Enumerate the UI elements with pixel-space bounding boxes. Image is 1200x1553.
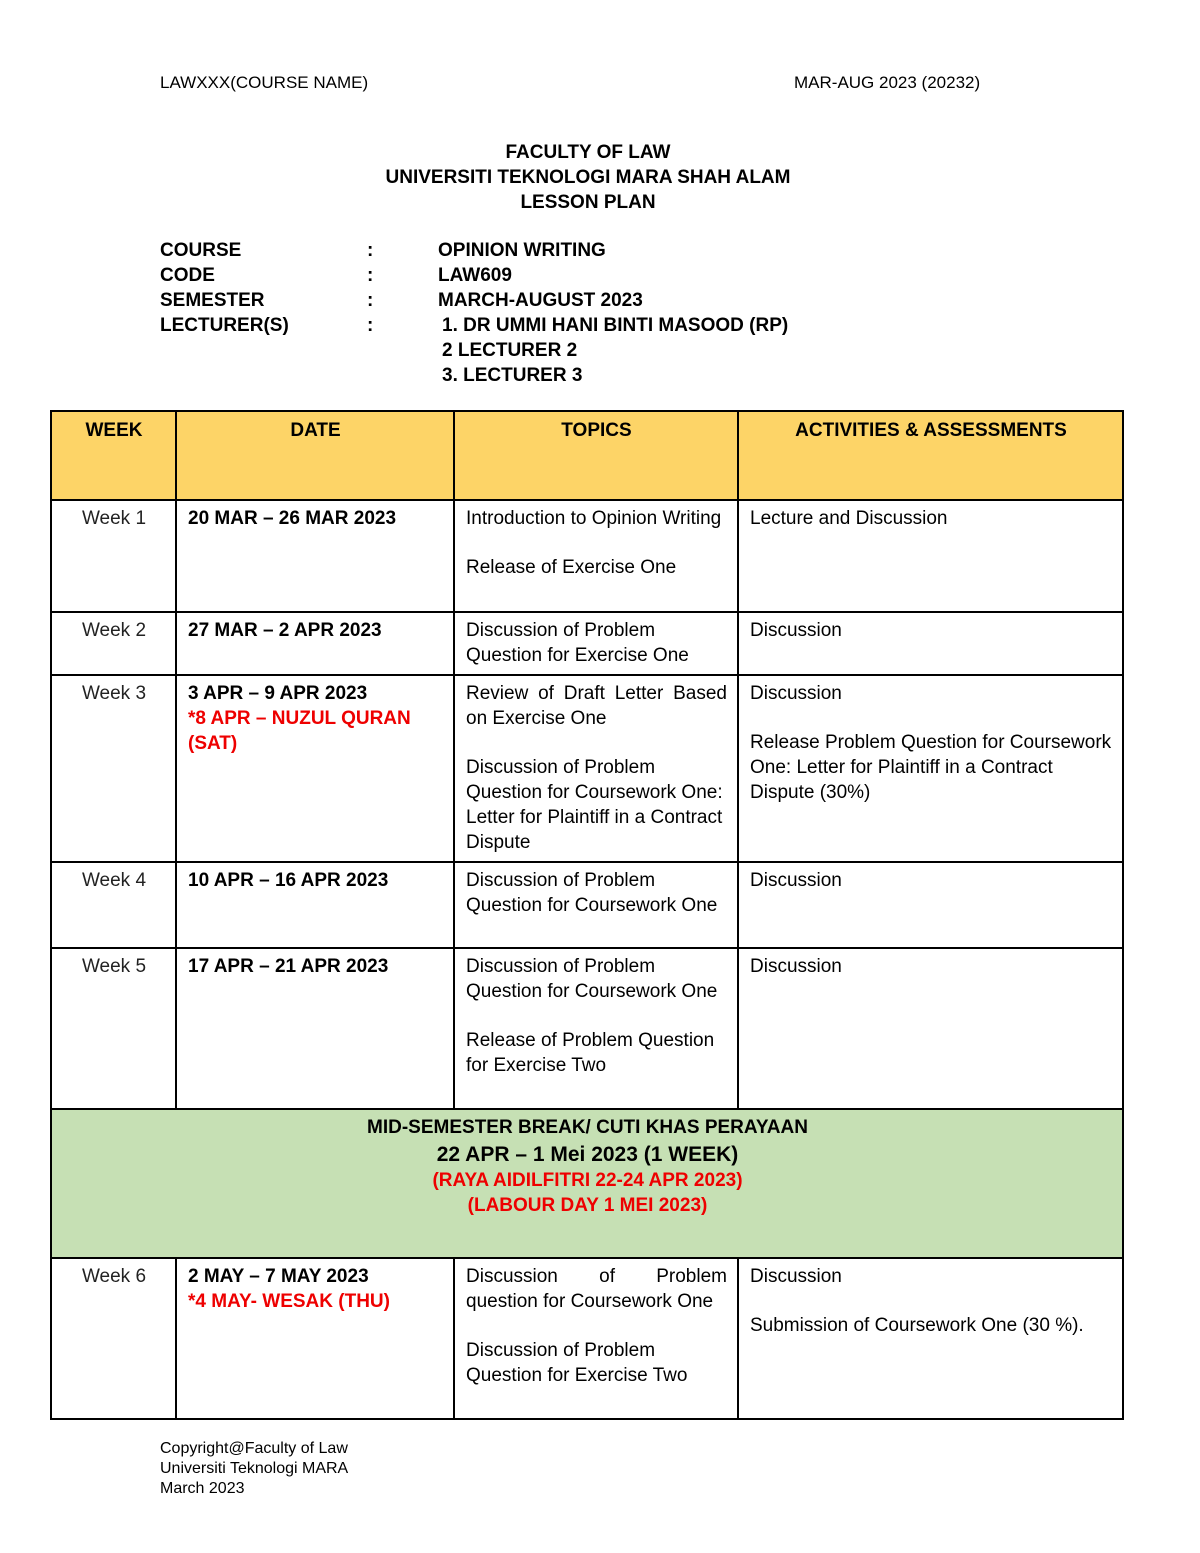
topic-item: Release of Problem Question for Exercise Two [466, 1030, 715, 1076]
table-row [51, 862, 1123, 948]
date-range: 3 APR – 9 APR 2023 [188, 683, 368, 704]
activity-item: Submission of Coursework One (30 %). [750, 1315, 1084, 1336]
mid-semester-break-row [51, 1109, 1123, 1258]
lecturer-3: 3. LECTURER 3 [442, 365, 583, 386]
activities-cell [738, 675, 1123, 862]
date-range: 2 MAY – 7 MAY 2023 [188, 1266, 369, 1287]
activity-item: Discussion [750, 870, 842, 891]
topics-column-header: TOPICS [454, 411, 738, 500]
footer-university: Universiti Teknologi MARA [160, 1460, 349, 1477]
colon: : [367, 290, 374, 311]
document-title [0, 140, 1176, 215]
semester-value: MARCH-AUGUST 2023 [438, 290, 643, 311]
activities-cell [738, 1258, 1123, 1419]
lecturer-2: 2 LECTURER 2 [442, 340, 578, 361]
topics-cell [454, 612, 738, 675]
date-cell: 17 APR – 21 APR 2023 [176, 948, 454, 1109]
activity-item: Discussion [750, 956, 842, 977]
table-row [51, 500, 1123, 612]
course-value: OPINION WRITING [438, 240, 606, 261]
holiday-note: *4 MAY- WESAK (THU) [188, 1291, 390, 1312]
topic-item: Discussion of Problem Question for Coursework One [466, 956, 718, 1002]
topic-item: Discussion of Problem Question for Coursework One [466, 870, 718, 916]
code-value: LAW609 [438, 265, 512, 286]
week-cell: Week 6 [51, 1258, 176, 1419]
lesson-plan-table [50, 410, 1124, 1420]
activity-item: Discussion [750, 620, 842, 641]
topics-cell [454, 948, 738, 1109]
colon: : [367, 265, 374, 286]
code-label: CODE [160, 265, 215, 286]
semester-label: SEMESTER [160, 290, 265, 311]
activities-cell [738, 862, 1123, 948]
activities-cell [738, 948, 1123, 1109]
lecturers-label: LECTURER(S) [160, 315, 289, 336]
mid-semester-break-cell [51, 1109, 1123, 1258]
week-cell: Week 4 [51, 862, 176, 948]
activities-column-header: ACTIVITIES & ASSESSMENTS [738, 411, 1123, 500]
labour-day-note: (LABOUR DAY 1 MEI 2023) [467, 1195, 708, 1216]
activities-cell [738, 612, 1123, 675]
table-row [51, 675, 1123, 862]
running-header-course: LAWXXX(COURSE NAME) [160, 73, 369, 92]
topic-item: Review of Draft Letter Based on Exercise One [466, 683, 727, 729]
colon: : [367, 240, 374, 261]
date-cell [176, 1258, 454, 1419]
date-column-header: DATE [176, 411, 454, 500]
date-cell: 27 MAR – 2 APR 2023 [176, 612, 454, 675]
holiday-note: *8 APR – NUZUL QURAN (SAT) [188, 708, 411, 754]
activities-cell [738, 500, 1123, 612]
week-cell: Week 2 [51, 612, 176, 675]
footer-date: March 2023 [160, 1480, 245, 1497]
break-title: MID-SEMESTER BREAK/ CUTI KHAS PERAYAAN [367, 1117, 808, 1138]
table-row [51, 948, 1123, 1109]
topic-item: Discussion of Problem Question for Coursework One: Letter for Plaintiff in a Contract Dispute [466, 757, 723, 853]
lecturer-1: 1. DR UMMI HANI BINTI MASOOD (RP) [442, 315, 789, 336]
copyright-footer [160, 1439, 348, 1499]
week-cell: Week 3 [51, 675, 176, 862]
colon: : [367, 315, 374, 336]
raya-holiday-note: (RAYA AIDILFITRI 22-24 APR 2023) [432, 1170, 743, 1191]
break-dates: 22 APR – 1 Mei 2023 (1 WEEK) [436, 1143, 739, 1166]
week-cell: Week 5 [51, 948, 176, 1109]
topic-item: Release of Exercise One [466, 557, 677, 578]
topics-cell [454, 862, 738, 948]
date-cell [176, 675, 454, 862]
lesson-plan-title: LESSON PLAN [520, 192, 656, 213]
week-column-header: WEEK [51, 411, 176, 500]
table-row [51, 1258, 1123, 1419]
topics-cell [454, 500, 738, 612]
date-cell: 10 APR – 16 APR 2023 [176, 862, 454, 948]
topic-item: Discussion of Problem Question for Exercise One [466, 620, 689, 666]
activity-item: Discussion [750, 1266, 842, 1287]
topics-cell [454, 1258, 738, 1419]
table-header-row [51, 411, 1123, 500]
table-row [51, 612, 1123, 675]
topic-item: Introduction to Opinion Writing [466, 508, 722, 529]
activity-item: Release Problem Question for Coursework One: Letter for Plaintiff in a Contract Dispute (30%) [750, 732, 1112, 803]
topic-item: Discussion of Problem question for Coursework One [466, 1266, 727, 1312]
activity-item: Discussion [750, 683, 842, 704]
university-title: UNIVERSITI TEKNOLOGI MARA SHAH ALAM [385, 167, 791, 188]
running-header-session: MAR-AUG 2023 (20232) [794, 73, 981, 92]
topic-item: Discussion of Problem Question for Exercise Two [466, 1340, 688, 1386]
footer-copyright: Copyright@Faculty of Law [160, 1440, 348, 1457]
date-cell: 20 MAR – 26 MAR 2023 [176, 500, 454, 612]
topics-cell [454, 675, 738, 862]
week-cell: Week 1 [51, 500, 176, 612]
activity-item: Lecture and Discussion [750, 508, 948, 529]
faculty-title: FACULTY OF LAW [505, 142, 671, 163]
course-label: COURSE [160, 240, 242, 261]
